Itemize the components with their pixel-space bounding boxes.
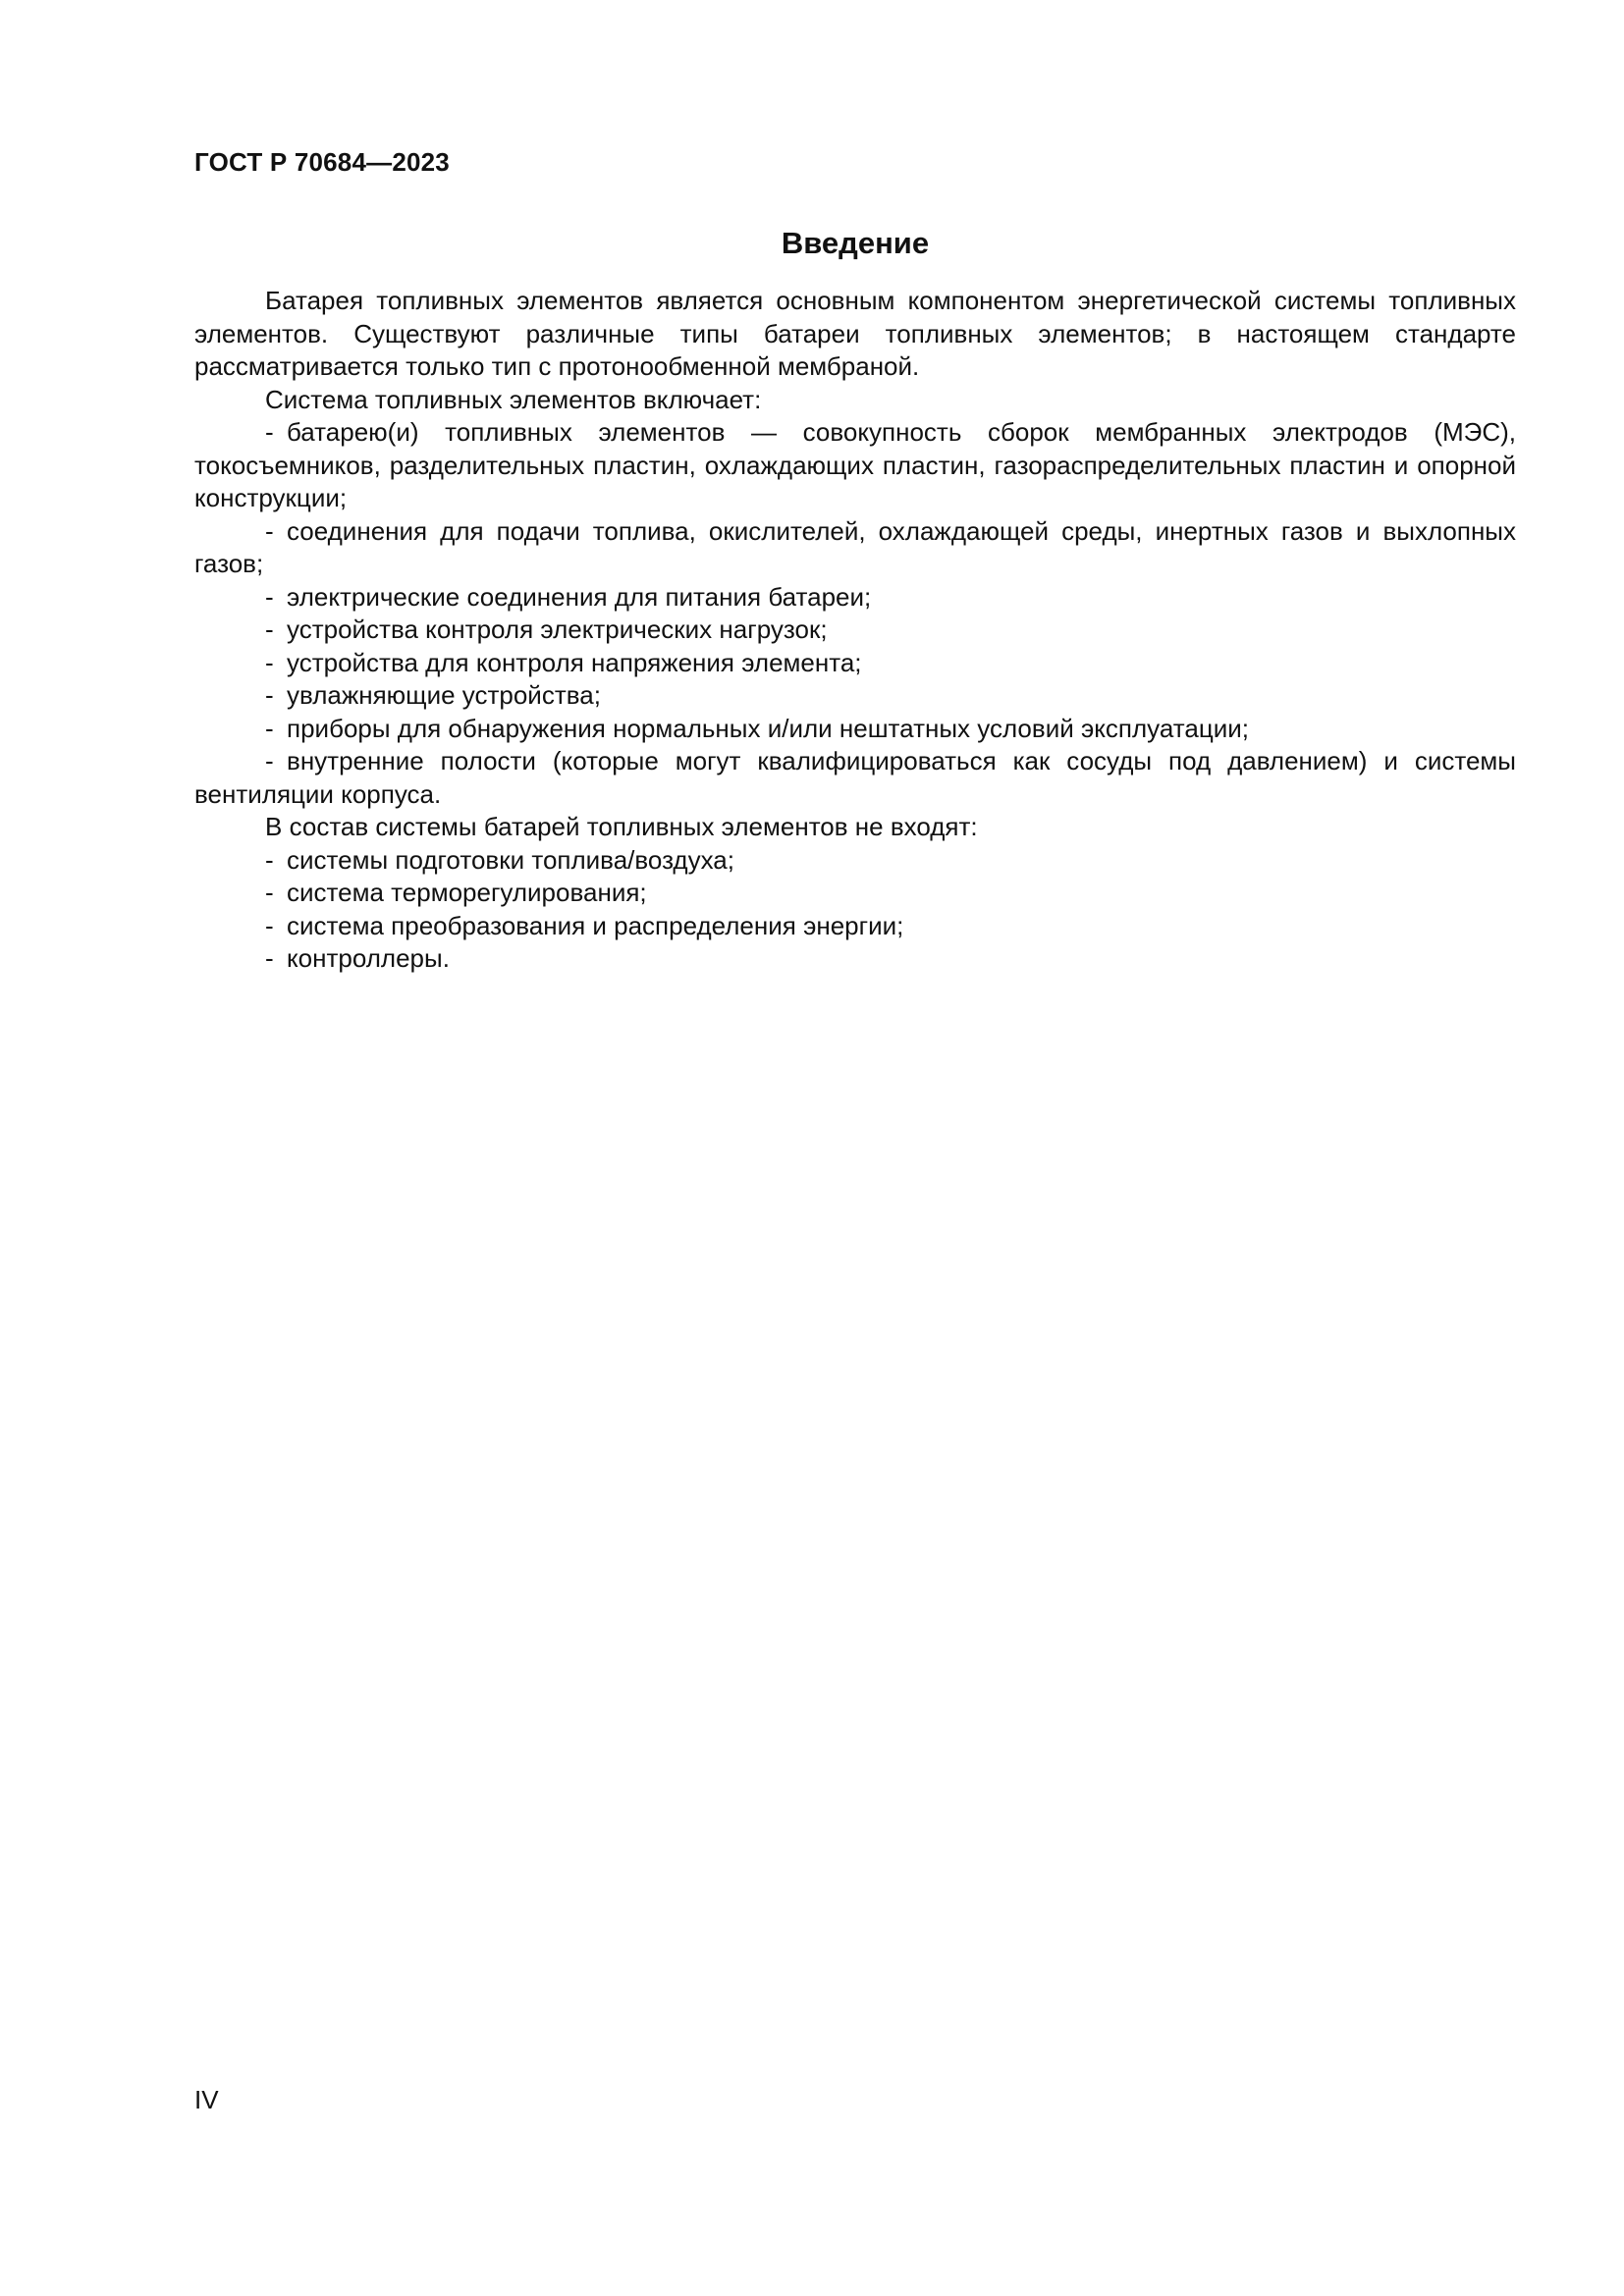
list-item-text: системы подготовки топлива/воздуха; [287, 844, 734, 875]
excludes-list [194, 844, 1516, 976]
list-dash: - [265, 910, 274, 940]
list-item [194, 647, 1516, 680]
list-item [194, 581, 1516, 614]
section-body [194, 285, 1516, 976]
includes-lead: Система топливных элементов включает: [265, 384, 762, 414]
intro-paragraph: Батарея топливных элементов является основным компонентом энергетической системы топливных элементов. Существуют различные типы батареи топливных элементов; в настоящем стандарте рассматривается только тип с протонообменной мембраной. [194, 286, 1516, 381]
list-item-text: батарею(и) топливных элементов — совокупность сборок мембранных электродов (МЭС), токосъемников, разделительных пластин, охлаждающих пластин, газораспределительных пластин и опорной конструкции; [194, 417, 1516, 512]
list-item-text: приборы для обнаружения нормальных и/или нештатных условий эксплуатации; [287, 713, 1249, 743]
list-dash: - [265, 581, 274, 612]
list-item [194, 844, 1516, 878]
list-dash: - [265, 647, 274, 677]
list-dash: - [265, 614, 274, 644]
list-item [194, 416, 1516, 515]
section-title: Введение [781, 226, 930, 260]
list-item-text: устройства контроля электрических нагрузок; [287, 614, 828, 644]
list-item-text: система терморегулирования; [287, 878, 647, 907]
list-item-text: электрические соединения для питания батареи; [287, 581, 872, 612]
page-number: IV [194, 2085, 219, 2114]
list-item [194, 713, 1516, 746]
list-item [194, 614, 1516, 647]
list-item-text: устройства для контроля напряжения элемента; [287, 647, 862, 677]
list-item-text: внутренние полости (которые могут квалифицироваться как сосуды под давлением) и системы вентиляции корпуса. [194, 746, 1516, 809]
document-code-header: ГОСТ Р 70684—2023 [194, 147, 450, 177]
list-dash: - [265, 746, 274, 775]
list-dash: - [265, 417, 274, 447]
list-item-text: контроллеры. [287, 943, 450, 973]
list-dash: - [265, 680, 274, 710]
list-item-text: соединения для подачи топлива, окислителей, охлаждающей среды, инертных газов и выхлопных газов; [194, 515, 1516, 578]
list-item [194, 679, 1516, 713]
includes-list [194, 416, 1516, 811]
list-dash: - [265, 878, 274, 907]
list-item [194, 877, 1516, 910]
list-dash: - [265, 844, 274, 875]
list-dash: - [265, 515, 274, 546]
list-item [194, 745, 1516, 811]
list-dash: - [265, 713, 274, 743]
list-item-text: увлажняющие устройства; [287, 680, 601, 710]
list-item [194, 910, 1516, 943]
list-item [194, 942, 1516, 976]
excludes-lead: В состав системы батарей топливных элементов не входят: [265, 812, 978, 841]
list-item-text: система преобразования и распределения энергии; [287, 910, 904, 940]
list-item [194, 515, 1516, 581]
list-dash: - [265, 943, 274, 973]
